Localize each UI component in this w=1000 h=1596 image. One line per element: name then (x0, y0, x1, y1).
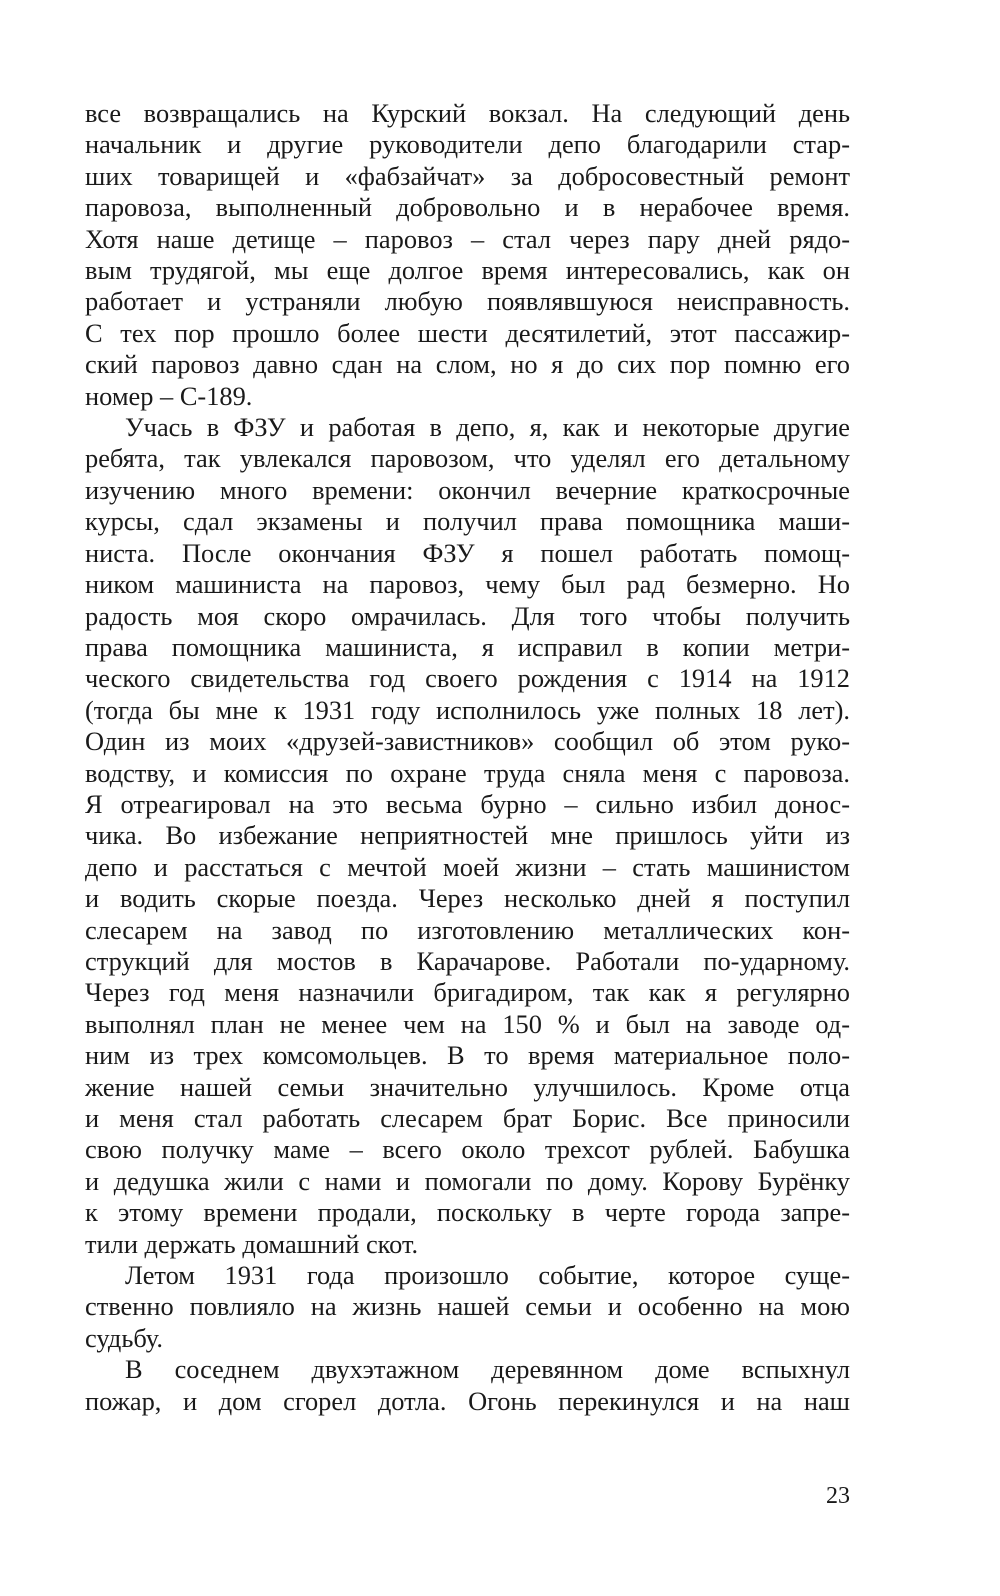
text-line: паровоза, выполненный добровольно и в нерабочее время. (85, 192, 850, 223)
text-line: изучению много времени: окончил вечерние краткосрочные (85, 474, 850, 505)
text-line: вым трудягой, мы еще долгое время интересовались, как он (85, 255, 850, 286)
text-line: пожар, и дом сгорел дотла. Огонь перекинулся и на наш (85, 1385, 850, 1416)
text-line: (тогда бы мне к 1931 году исполнилось уже полных 18 лет). (85, 694, 850, 725)
text-line: работает и устраняли любую появлявшуюся неисправность. (85, 286, 850, 317)
text-line: ребята, так увлекался паровозом, что уделял его детальному (85, 443, 850, 474)
text-line: депо и расстаться с мечтой моей жизни – стать машинистом (85, 851, 850, 882)
text-line: чика. Во избежание неприятностей мне пришлось уйти из (85, 820, 850, 851)
text-line: и меня стал работать слесарем брат Борис. Все приносили (85, 1103, 850, 1133)
text-line: жение нашей семьи значительно улучшилось. Кроме отца (85, 1071, 850, 1102)
paragraph (85, 1354, 850, 1417)
text-line: Через год меня назначили бригадиром, так как я регулярно (85, 977, 850, 1008)
page-number: 23 (826, 1483, 850, 1509)
text-line: Я отреагировал на это весьма бурно – сильно избил донос- (85, 788, 850, 819)
text-line: Хотя наше детище – паровоз – стал через пару дней рядо- (85, 223, 850, 254)
text-line: В соседнем двухэтажном деревянном доме вспыхнул (125, 1354, 850, 1385)
text-line: начальник и другие руководители депо благодарили стар- (85, 129, 850, 160)
text-line: слесарем на завод по изготовлению металлических кон- (85, 914, 850, 945)
text-line: ственно повлияло на жизнь нашей семьи и особенно на мою (85, 1291, 850, 1322)
text-line: Один из моих «друзей-завистников» сообщил об этом руко- (85, 726, 850, 757)
text-line: струкций для мостов в Карачарове. Работали по-ударному. (85, 945, 850, 976)
text-line: свою получку маме – всего около трехсот рублей. Бабушка (85, 1134, 850, 1165)
text-line: ним из трех комсомольцев. В то время материальное поло- (85, 1040, 850, 1071)
text-line: ником машиниста на паровоз, чему был рад безмерно. Но (85, 569, 850, 600)
paragraph (85, 98, 850, 412)
text-line: ниста. После окончания ФЗУ я пошел работать помощ- (85, 537, 850, 568)
text-line: права помощника машиниста, я исправил в копии метри- (85, 631, 850, 662)
paragraph (85, 412, 850, 1260)
text-line: ческого свидетельства год своего рождения с 1914 на 1912 (85, 663, 850, 694)
text-line: тили держать домашний скот. (85, 1228, 419, 1259)
text-line: ский паровоз давно сдан на слом, но я до сих пор помню его (85, 349, 850, 380)
paragraph (85, 1260, 850, 1354)
text-line: курсы, сдал экзамены и получил права помощника маши- (85, 506, 850, 537)
text-line: к этому времени продали, поскольку в черте города запре- (85, 1197, 850, 1228)
body-text (85, 98, 850, 1417)
text-line: и дедушка жили с нами и помогали по дому. Корову Бурёнку (85, 1165, 850, 1196)
text-line: Учась в ФЗУ и работая в депо, я, как и некоторые другие (125, 412, 850, 443)
text-line: ших товарищей и «фабзайчат» за добросовестный ремонт (85, 160, 850, 191)
text-line: выполнял план не менее чем на 150 % и был на заводе од- (85, 1008, 850, 1039)
text-line: радость моя скоро омрачилась. Для того чтобы получить (85, 600, 850, 631)
text-line: номер – С-189. (85, 380, 253, 411)
text-line: судьбу. (85, 1322, 163, 1353)
text-line: Летом 1931 года произошло событие, которое суще- (125, 1260, 850, 1291)
text-line: водству, и комиссия по охране труда сняла меня с паровоза. (85, 757, 850, 788)
text-line: и водить скорые поезда. Через несколько дней я поступил (85, 883, 850, 914)
text-line: С тех пор прошло более шести десятилетий, этот пассажир- (85, 317, 850, 348)
text-line: все возвращались на Курский вокзал. На следующий день (85, 98, 850, 128)
